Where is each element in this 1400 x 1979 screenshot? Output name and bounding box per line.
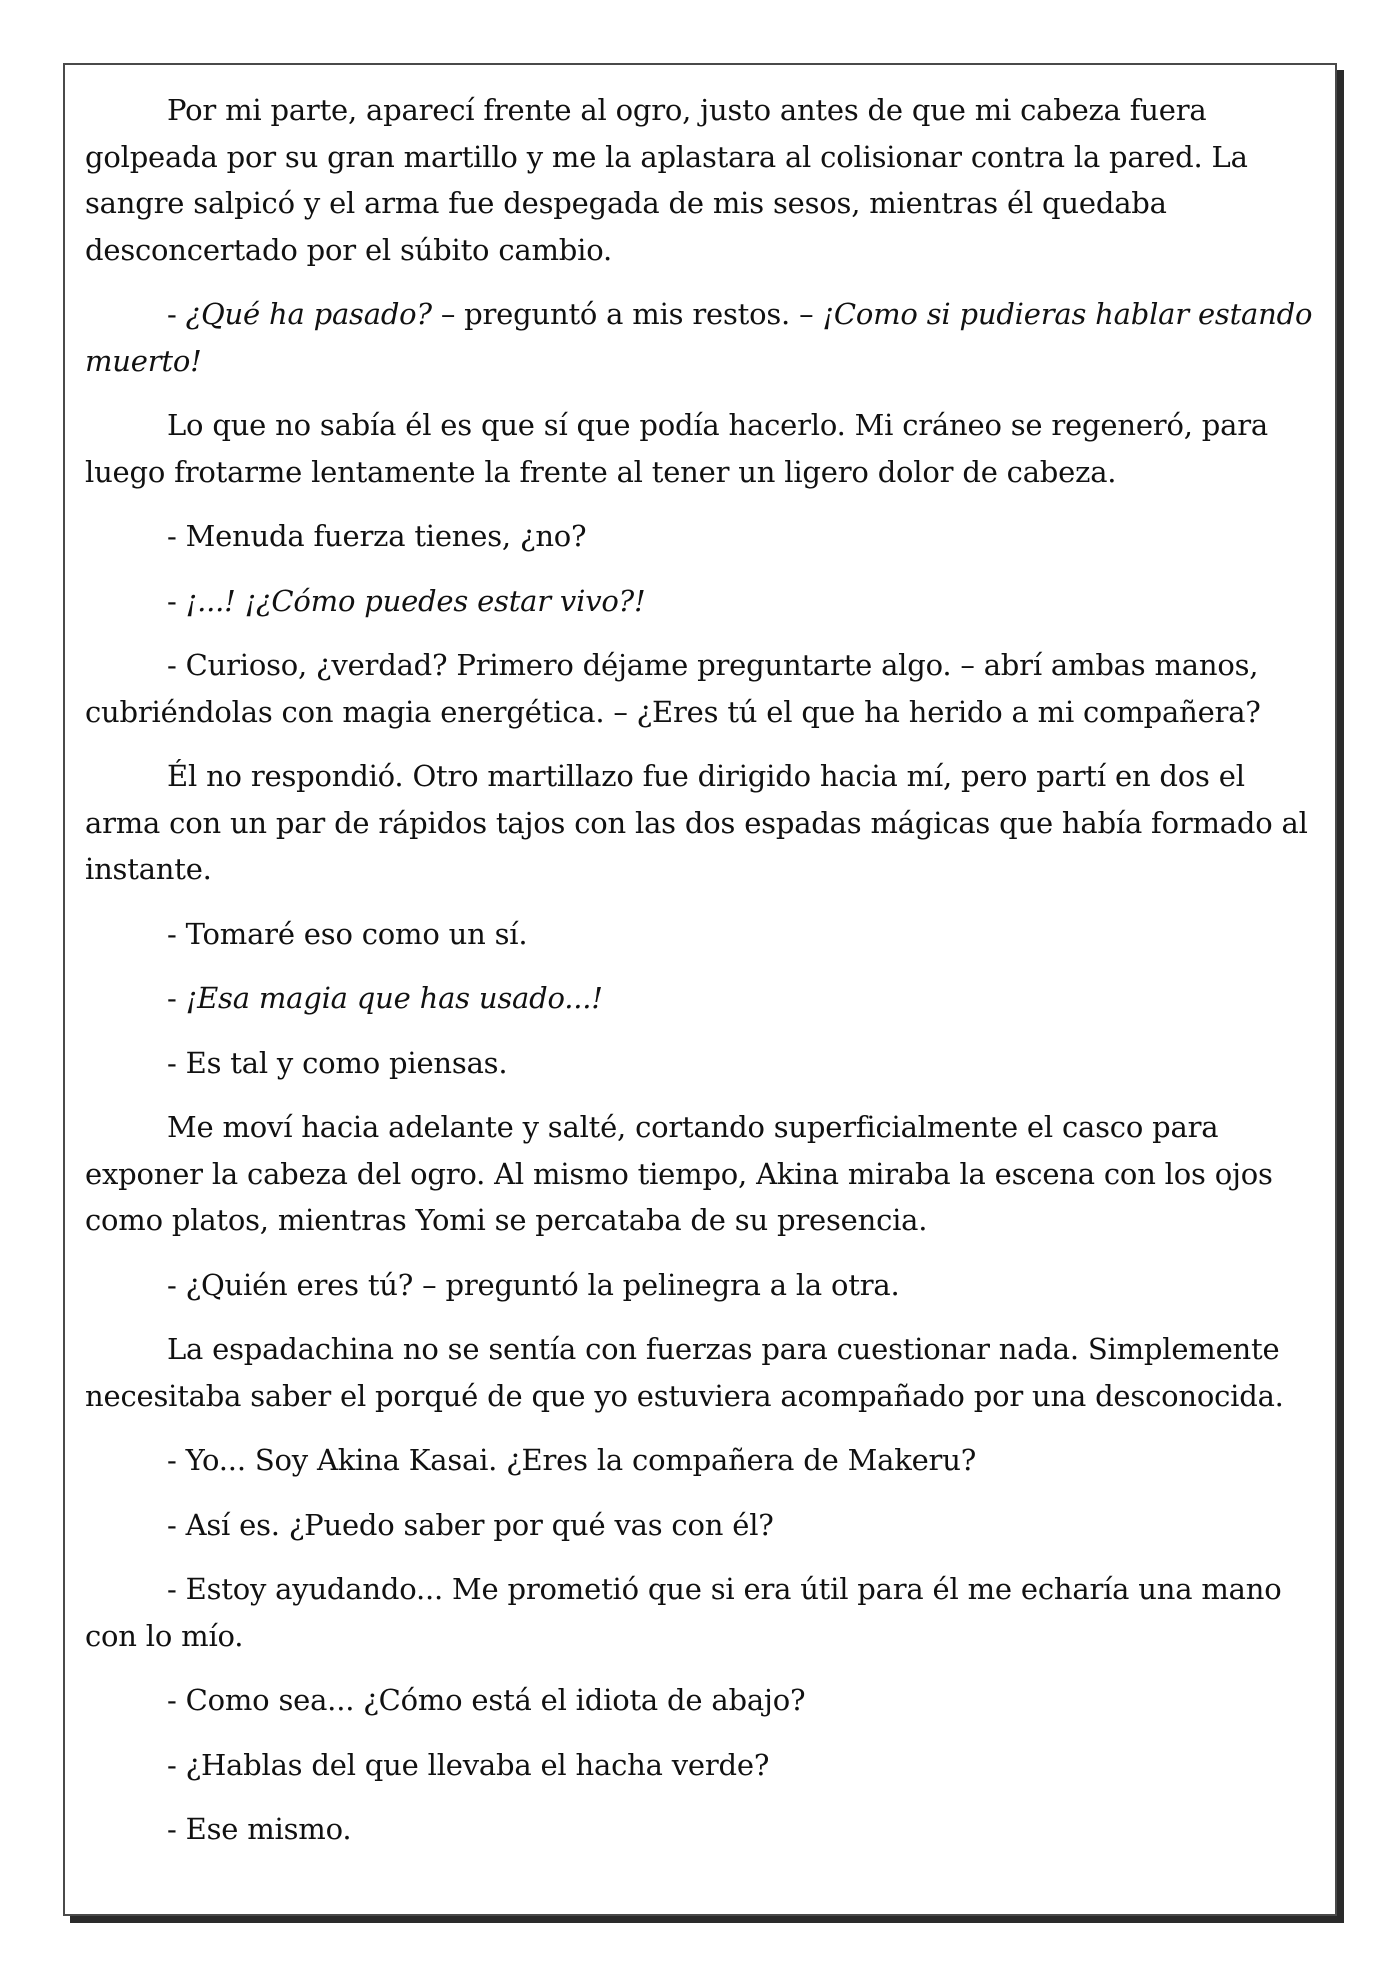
text-run: - Yo... Soy Akina Kasai. ¿Eres la compañera de Makeru? [167, 1443, 977, 1477]
text-run: - Menuda fuerza tienes, ¿no? [167, 519, 587, 553]
paragraph [85, 1326, 1313, 1419]
paragraph [85, 513, 1313, 560]
text-run: Me moví hacia adelante y salté, cortando superficialmente el casco para exponer la cabeza del ogro. Al mismo tiempo, Akina miraba la escena con los ojos como platos, mientras Yomi se percataba de su presencia. [85, 1110, 1273, 1237]
paragraph [85, 291, 1313, 384]
text-run: - ¿Hablas del que llevaba el hacha verde? [167, 1747, 770, 1782]
text-run: – preguntó a mis restos. – [431, 297, 823, 331]
page-frame [63, 63, 1337, 1916]
italic-text-run: ¿Qué ha pasado? [185, 297, 432, 331]
text-run: - Así es. ¿Puedo saber por qué vas con él? [167, 1507, 774, 1542]
text-run: Él no respondió. Otro martillazo fue dirigido hacia mí, pero partí en dos el arma con un par de rápidos tajos con las dos espadas mágicas que había formado al instante. [85, 759, 1308, 886]
paragraph [85, 1040, 1313, 1087]
text-run: - Estoy ayudando... Me prometió que si era útil para él me echaría una mano con lo mío. [85, 1572, 1282, 1653]
paragraph [85, 87, 1313, 273]
text-run: - Es tal y como piensas. [167, 1045, 508, 1080]
text-run: - Como sea... ¿Cómo está el idiota de abajo? [167, 1683, 806, 1717]
paragraph [85, 1104, 1313, 1244]
paragraph [85, 911, 1313, 958]
text-run: - Tomaré eso como un sí. [167, 916, 528, 951]
text-run: - Curioso, ¿verdad? Primero déjame preguntarte algo. – abrí ambas manos, cubriéndolas con magia energética. – ¿Eres tú el que ha herido a mi compañera? [85, 648, 1261, 729]
text-run: Por mi parte, aparecí frente al ogro, justo antes de que mi cabeza fuera golpeada por su gran martillo y me la aplastara al colisionar contra la pared. La sangre salpicó y el arma fue despegada de mis sesos, mientras él quedaba desconcertado por el súbito cambio. [85, 93, 1248, 267]
text-body [85, 87, 1313, 1853]
paragraph [85, 753, 1313, 893]
text-run: - [167, 583, 186, 618]
paragraph [85, 1262, 1313, 1309]
paragraph [85, 1437, 1313, 1484]
text-run: - Ese mismo. [167, 1812, 352, 1846]
paragraph [85, 402, 1313, 495]
italic-text-run: ¡...! ¡¿Cómo puedes estar vivo?! [185, 583, 646, 618]
paragraph [85, 642, 1313, 735]
italic-text-run: ¡Como si pudieras hablar estando muerto! [85, 297, 1313, 378]
text-run: Lo que no sabía él es que sí que podía hacerlo. Mi cráneo se regeneró, para luego frotarme lentamente la frente al tener un ligero dolor de cabeza. [85, 408, 1268, 489]
paragraph [85, 1742, 1313, 1789]
text-run: - [167, 297, 186, 331]
paragraph [85, 1566, 1313, 1659]
paragraph [85, 1502, 1313, 1549]
text-run: La espadachina no se sentía con fuerzas para cuestionar nada. Simplemente necesitaba saber el porqué de que yo estuviera acompañado por una desconocida. [85, 1332, 1284, 1413]
paragraph [85, 975, 1313, 1022]
paragraph [85, 1806, 1313, 1853]
italic-text-run: ¡Esa magia que has usado...! [185, 981, 603, 1015]
paragraph [85, 1677, 1313, 1724]
text-run: - [167, 981, 186, 1015]
text-run: - ¿Quién eres tú? – preguntó la pelinegra a la otra. [167, 1267, 900, 1302]
paragraph [85, 578, 1313, 625]
